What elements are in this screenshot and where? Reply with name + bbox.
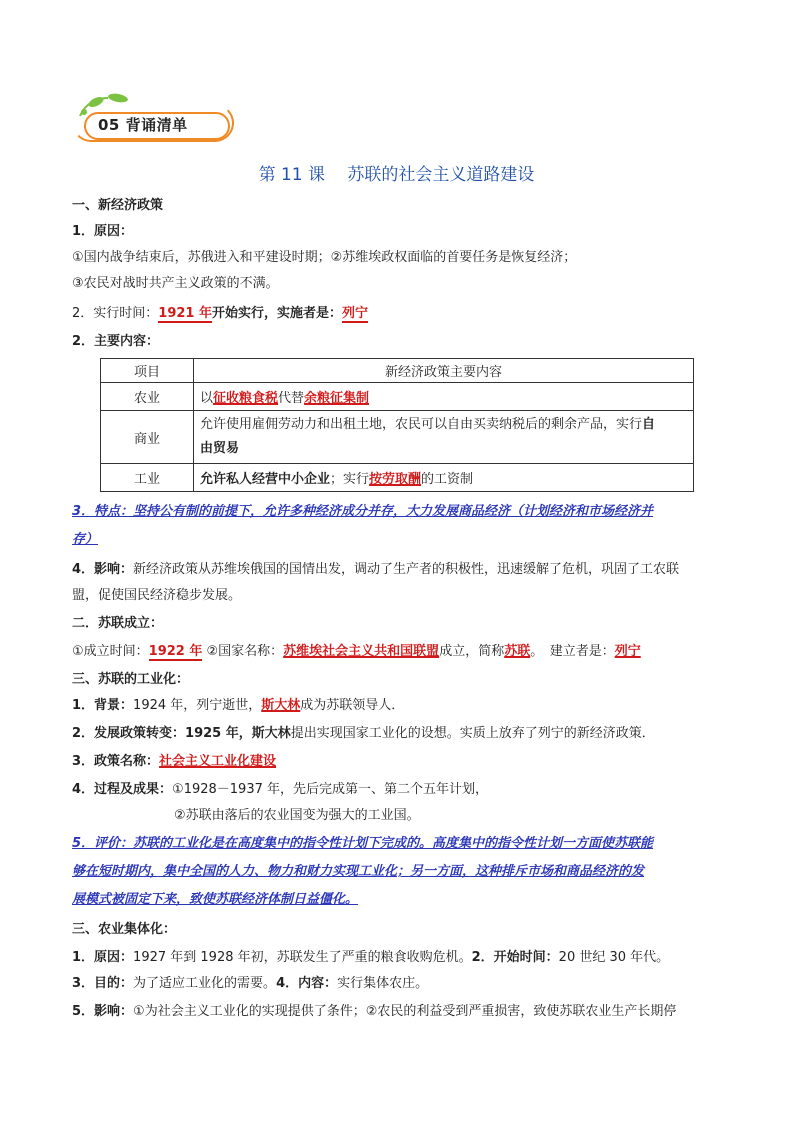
text: 实行集体农庄。 [337,976,429,991]
section-heading-industrialization: 三、苏联的工业化： [72,672,190,687]
cell-bold: 自 [642,417,656,432]
time-prefix: 2．实行时间： [72,306,159,321]
label: 5．影响： [72,1004,134,1019]
country-name: 苏维埃社会主义共和国联盟 [283,644,440,659]
text: 提出实现国家工业化的设想。实质上放弃了列宁的新经济政策． [290,726,655,741]
leader-name: 斯大林 [261,698,301,713]
text: 成为苏联领导人． [300,698,405,713]
cell-text: 允许使用雇佣劳动力和出租土地，农民可以自由买卖纳税后的剩余产品，实行 [200,417,643,432]
reason-line-1: ①国内战争结束后，苏俄进入和平建设时期；②苏维埃政权面临的首要任务是恢复经济； [72,250,577,265]
text: ①成立时间： [72,644,149,659]
cell-highlight: 余粮征集制 [304,391,370,406]
process-line-1 [72,780,488,800]
table-row [101,383,694,411]
text: 1927 年到 1928 年初，苏联发生了严重的粮食收购危机。 [133,950,472,965]
process-line-2: ②苏联由落后的农业国变为强大的工业国。 [174,808,420,823]
text: ①为社会主义工业化的实现提供了条件；②农民的利益受到严重损害，致使苏联农业生产长期停 [133,1004,677,1019]
impact-text: 新经济政策从苏维埃俄国的国情出发，调动了生产者的积极性，迅速缓解了危机，巩固了工农联 [133,562,680,577]
section-heading-collectivization: 三、农业集体化： [72,922,177,937]
ussr-founding-line [72,642,641,662]
policy-table [100,358,694,492]
table-row [101,359,694,383]
table-cell [194,464,694,492]
background-line [72,696,404,716]
founding-year: 1922 年 [148,644,203,659]
impact-line-1 [72,560,679,580]
text: 。 建立者是： [530,644,615,659]
text: 1924 年，列宁逝世， [133,698,262,713]
text: ②国家名称： [202,644,284,659]
section-heading-nep: 一、新经济政策 [72,198,164,213]
text: 成立，简称 [439,644,505,659]
feature-line-1: 3．特点：坚持公有制的前提下，允许多种经济成分并存，大力发展商品经济（计划经济和市场经济并 [72,504,654,519]
text: ①1928－1937 年，先后完成第一、第二个五年计划， [172,782,489,797]
table-row [101,411,694,464]
label: 3．目的： [72,976,134,991]
reason-line-2: ③农民对战时共产主义政策的不满。 [72,276,279,291]
cell-text: 的工资制 [421,472,474,487]
collectivization-line-1 [72,948,669,968]
cell-text: 代替 [278,391,305,406]
feature-line-2: 存） [72,532,99,547]
time-person: 列宁 [342,306,369,321]
cell-text: 以 [200,391,214,406]
collectivization-line-2 [72,974,428,994]
cell-highlight: 征收粮食税 [213,391,279,406]
label: 1．背景： [72,698,134,713]
text-bold: 1925 年，斯大林 [185,726,291,741]
table-header-content: 新经济政策主要内容 [194,359,694,383]
implementation-line [72,304,368,324]
section-heading-ussr: 二．苏联成立： [72,616,164,631]
policy-name-line [72,752,276,772]
impact-label: 4．影响： [72,562,134,577]
page-title: 第 11 课 苏联的社会主义道路建设 [258,165,535,185]
text: 为了适应工业化的需要。 [133,976,277,991]
evaluation-line-1: 5．评价：苏联的工业化是在高度集中的指令性计划下完成的。高度集中的指令性计划一方面使苏联能 [72,836,654,851]
cell-highlight: 按劳取酬 [369,472,422,487]
evaluation-line-2: 够在短时期内，集中全国的人力、物力和财力实现工业化；另一方面，这种排斥市场和商品经济的发 [72,864,645,879]
content-label: 2．主要内容： [72,334,160,349]
founder-name: 列宁 [614,644,641,659]
table-cell [194,383,694,411]
label: 2．发展政策转变： [72,726,186,741]
time-year: 1921 年 [158,306,212,321]
policy-shift-line [72,724,655,744]
collectivization-line-3 [72,1002,676,1022]
time-mid: 开始实行，实施者是： [212,306,343,321]
reason-label: 1．原因： [72,224,134,239]
table-cell: 工业 [101,464,194,492]
table-header-item: 项目 [101,359,194,383]
label: 4．内容： [276,976,338,991]
label: 1．原因： [72,950,134,965]
evaluation-line-3: 展模式被固定下来，致使苏联经济体制日益僵化。 [72,892,359,907]
label: 4．过程及成果： [72,782,173,797]
text: 20 世纪 30 年代。 [558,950,670,965]
badge-text: 05 背诵清单 [98,116,188,134]
table-cell: 农业 [101,383,194,411]
country-short: 苏联 [504,644,531,659]
cell-bold: 由贸易 [200,441,240,456]
section-badge [72,104,234,144]
table-row [101,464,694,492]
cell-bold: 允许私人经营中小企业 [200,472,331,487]
impact-line-2: 盟，促使国民经济稳步发展。 [72,588,242,603]
label: 2．开始时间： [471,950,559,965]
table-cell [194,411,694,464]
cell-text: ；实行 [330,472,370,487]
policy-name: 社会主义工业化建设 [159,754,277,769]
table-cell: 商业 [101,411,194,464]
label: 3．政策名称： [72,754,160,769]
